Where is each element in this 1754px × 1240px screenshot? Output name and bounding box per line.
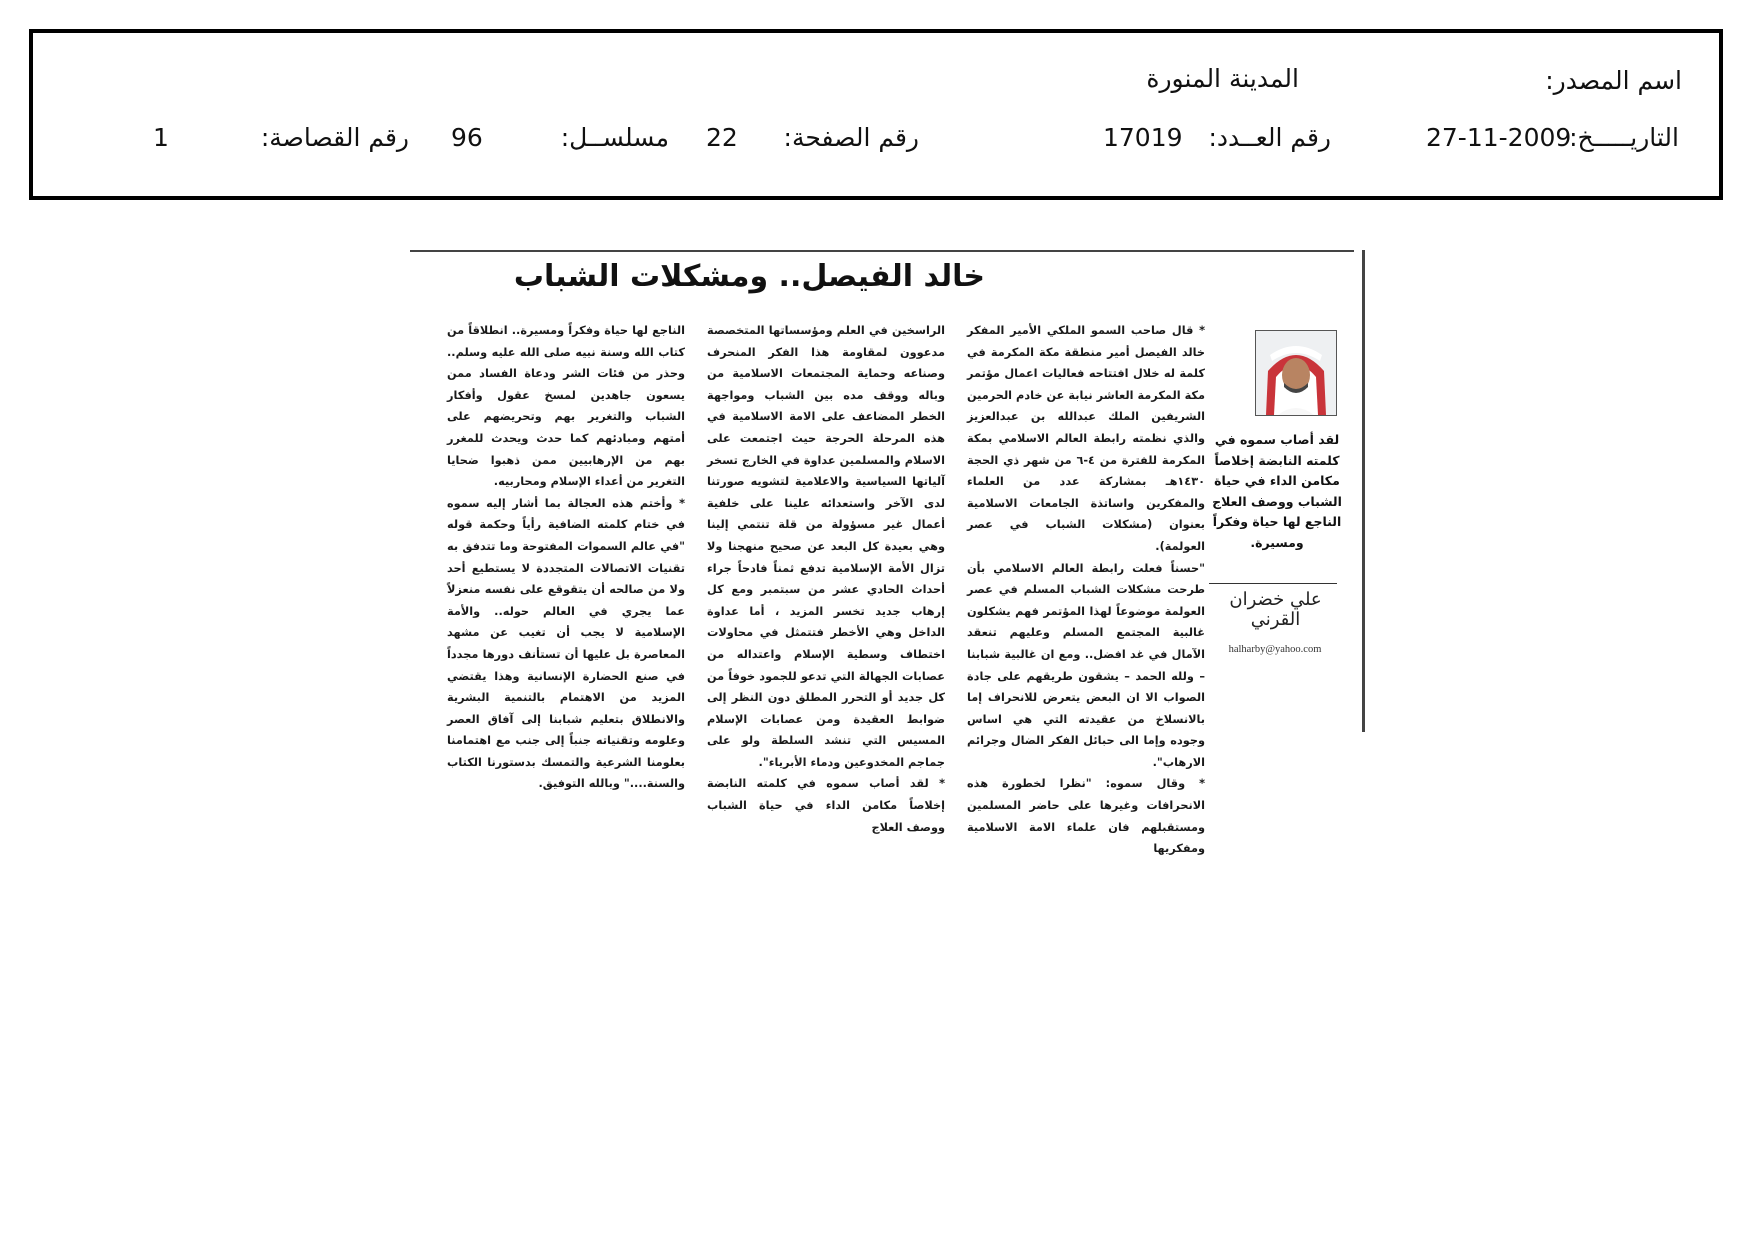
clipping-number-value: 1: [153, 123, 169, 152]
source-value: المدينة المنورة: [1146, 64, 1299, 93]
serial-value: 96: [451, 123, 483, 152]
paragraph: "حسناً فعلت رابطة العالم الاسلامي بأن طرحت مشكلات الشباب المسلم في عصر العولمة موضوعاً لهذا المؤتمر فهم يشكلون غالبية المجتمع المسلم وعليهم تنعقد الآمال في غد افضل.. ومع ان غالبية شبابنا – ولله الحمد – يشقون طريقهم على جادة الصواب الا ان البعض يتعرض للانحراف إما بالانسلاخ من عقيدته التي هي اساس وجوده وإما الى حبائل الفكر الضال وجرائم الارهاب".: [967, 561, 1205, 769]
author-photo: [1255, 330, 1337, 416]
paragraph: الناجع لها حياة وفكراً ومسيرة.. انطلاقاً من كتاب الله وسنة نبيه صلى الله عليه وسلم.. وحذر من فئات الشر ودعاة الفساد ممن يسعون جاهدين لمسخ عقول وأفكار الشباب والتغرير بهم وتحريضهم على أمتهم ومبادئهم كما حدث ويحدث للمغرر بهم من الإرهابيين ممن ذهبوا ضحايا التغرير من أعداء الإسلام ومحاربيه.: [447, 324, 685, 489]
author-email: halharby@yahoo.com: [1228, 644, 1322, 655]
paragraph: الراسخين في العلم ومؤسساتها المتخصصة مدعوون لمقاومة هذا الفكر المنحرف وصناعه وحماية المجتمعات الاسلامية من وباله ووقف مده بين الشباب ومواجهة الخطر المضاعف على الامة الاسلامية في هذه المرحلة الحرجة حيث اجتمعت على الاسلام والمسلمين عداوة في الخارج تسخر آلياتها السياسية والاعلامية لتشويه صورتنا لدى الآخر واستعدائه علينا على خلفية أعمال غير مسؤولة من قلة تنتمي إلينا وهي بعيدة كل البعد عن صحيح منهجنا ولا تزال الأمة الإسلامية تدفع ثمناً فادحاً جراء أحداث الحادي عشر من سبتمبر ومع كل إرهاب جديد تخسر المزيد ، أما عداوة الداخل وهي الأخطر فتتمثل في محاولات اختطاف وسطية الإسلام واعتداله من عصابات الجهالة التي تدعو للجمود خوفاً من كل جديد أو التحرر المطلق دون النظر إلى ضوابط العقيدة ومن عصابات الإسلام المسيس التي تنشد السلطة ولو على جماجم المخدوعين ودماء الأبرياء".: [707, 324, 945, 769]
author-portrait-icon: [1256, 331, 1336, 415]
clipping-header-box: [29, 29, 1723, 200]
serial-label: مسلســل:: [560, 123, 669, 152]
issue-label: رقم العــدد:: [1208, 123, 1331, 152]
newspaper-article: [410, 250, 1365, 856]
page-label: رقم الصفحة:: [783, 123, 919, 152]
article-right-rule: [1362, 250, 1365, 732]
page-value: 22: [706, 123, 738, 152]
paragraph: * لقد أصاب سموه في كلمته النابضة إخلاصاً مكامن الداء في حياة الشباب ووصف العلاج: [707, 777, 945, 834]
clipping-number-label: رقم القصاصة:: [260, 123, 409, 152]
article-headline: خالد الفيصل.. ومشكلات الشباب: [513, 259, 985, 294]
paragraph: * وقال سموه: "نظرا لخطورة هذه الانحرافات وغيرها على حاضر المسلمين ومستقبلهم فان علماء الامة الاسلامية ومفكريها: [967, 777, 1205, 856]
source-label: اسم المصدر:: [1545, 66, 1682, 95]
article-column-3: [447, 320, 685, 791]
article-column-2: [707, 320, 945, 834]
pull-quote: لقد أصاب سموه في كلمته النابضة إخلاصاً مكامن الداء في حياة الشباب ووصف العلاج الناجع لها حياة وفكراً ومسيرة.: [1212, 432, 1342, 550]
date-label: التاريـــــخ:: [1569, 123, 1679, 152]
article-top-rule: [410, 250, 1354, 252]
sidebar-divider: [1209, 583, 1337, 584]
paragraph: * قال صاحب السمو الملكي الأمير المفكر خالد الفيصل أمير منطقة مكة المكرمة في كلمة له خلال افتتاحه فعاليات اعمال مؤتمر مكة المكرمة العاشر نيابة عن خادم الحرمين الشريفين الملك عبدالله بن عبدالعزيز والذي نظمته رابطة العالم الاسلامي بمكة المكرمة للفترة من ٤-٦ من شهر ذي الحجة ١٤٣٠هـ بمشاركة عدد من العلماء والمفكرين واساتذة الجامعات الاسلامية بعنوان (مشكلات الشباب في عصر العولمة).: [967, 324, 1205, 553]
paragraph: * وأختم هذه العجالة بما أشار إليه سموه في ختام كلمته الضافية رأياً وحكمة قوله "في عالم السموات المفتوحة وما تتدفق به تقنيات الاتصالات المتجددة لا يستطيع أحد ولا من صالحه أن يتقوقع على نفسه منعزلاً عما يجري في العالم حوله.. والأمة الإسلامية لا يجب أن تغيب عن مشهد المعاصرة بل عليها أن تستأنف دورها مجدداً في صنع الحضارة الإنسانية وهذا يقتضي المزيد من الاهتمام بالتنمية البشرية والانطلاق بتعليم شبابنا إلى آفاق العصر وعلومه وتقنياته جنباً إلى جنب مع اهتمامنا بعلومنا الشرعية والتمسك بدستورنا الكتاب والسنة...." وبالله التوفيق.: [447, 496, 685, 791]
article-column-1: [967, 320, 1205, 856]
issue-value: 17019: [1103, 123, 1183, 152]
author-name: علي خضران القرني: [1229, 589, 1322, 630]
date-value: 27-11-2009: [1426, 123, 1572, 152]
